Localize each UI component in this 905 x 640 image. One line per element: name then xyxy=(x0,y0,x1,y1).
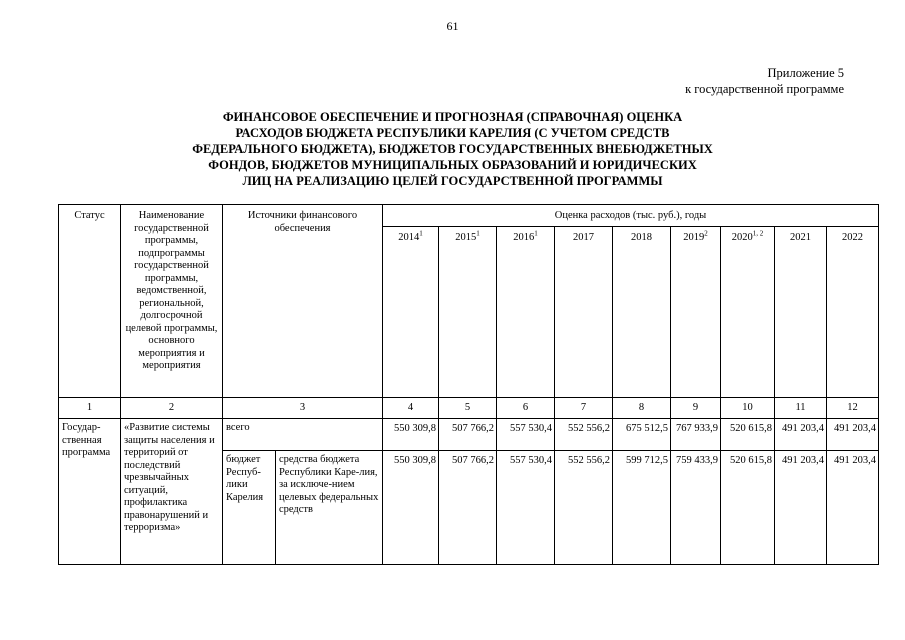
appendix-line-2: к государственной программе xyxy=(685,82,844,96)
value-cell: 520 615,8 xyxy=(721,451,775,565)
value-cell: 552 556,2 xyxy=(555,419,613,451)
title-line-5: ЛИЦ НА РЕАЛИЗАЦИЮ ЦЕЛЕЙ ГОСУДАРСТВЕННОЙ ПРОГРАММЫ xyxy=(242,174,663,188)
column-number: 9 xyxy=(671,397,721,419)
row-source-budget: бюджет Респуб-лики Карелия xyxy=(223,451,276,565)
header-year: 2020$^{1, 2}$ xyxy=(721,226,775,397)
value-cell: 599 712,5 xyxy=(613,451,671,565)
column-number: 11 xyxy=(775,397,827,419)
value-cell: 550 309,8 xyxy=(383,419,439,451)
column-number: 2 xyxy=(121,397,223,419)
column-number: 8 xyxy=(613,397,671,419)
column-number: 10 xyxy=(721,397,775,419)
column-number: 1 xyxy=(59,397,121,419)
header-year: 2015$^1$ xyxy=(439,226,497,397)
title-line-1: ФИНАНСОВОЕ ОБЕСПЕЧЕНИЕ И ПРОГНОЗНАЯ (СПРАВОЧНАЯ) ОЦЕНКА xyxy=(222,110,683,124)
header-year: 2019$^2$ xyxy=(671,226,721,397)
value-cell: 491 203,4 xyxy=(775,419,827,451)
appendix-note xyxy=(685,65,844,97)
document-title xyxy=(0,109,905,189)
value-cell: 507 766,2 xyxy=(439,451,497,565)
value-cell: 767 933,9 xyxy=(671,419,721,451)
value-cell: 759 433,9 xyxy=(671,451,721,565)
value-cell: 491 203,4 xyxy=(775,451,827,565)
title-line-2: РАСХОДОВ БЮДЖЕТА РЕСПУБЛИКИ КАРЕЛИЯ (С УЧЕТОМ СРЕДСТВ xyxy=(235,126,670,140)
value-cell: 507 766,2 xyxy=(439,419,497,451)
page-number: 61 xyxy=(446,19,459,33)
header-year: 2014$^1$ xyxy=(383,226,439,397)
row-status: Государ-ственная программа xyxy=(59,419,121,565)
header-name: Наименование государственной программы, подпрограммы государственной программы, ведомственной, региональной, долгосрочной целевой программы, основного мероприятия и мероприятия xyxy=(121,205,223,398)
column-number: 12 xyxy=(827,397,879,419)
value-cell: 557 530,4 xyxy=(497,451,555,565)
header-year: 2017 xyxy=(555,226,613,397)
finance-table xyxy=(58,204,879,565)
column-number: 4 xyxy=(383,397,439,419)
header-year: 2016$^1$ xyxy=(497,226,555,397)
header-year: 2021 xyxy=(775,226,827,397)
column-number: 7 xyxy=(555,397,613,419)
row-source-total: всего xyxy=(223,419,383,451)
value-cell: 552 556,2 xyxy=(555,451,613,565)
column-number: 5 xyxy=(439,397,497,419)
header-estimate: Оценка расходов (тыс. руб.), годы xyxy=(383,205,879,227)
row-source-detail: средства бюджета Республики Каре-лия, за исключе-нием целевых федеральных средств xyxy=(276,451,383,565)
value-cell: 520 615,8 xyxy=(721,419,775,451)
header-year: 2022 xyxy=(827,226,879,397)
value-cell: 675 512,5 xyxy=(613,419,671,451)
column-number: 3 xyxy=(223,397,383,419)
appendix-line-1: Приложение 5 xyxy=(767,66,844,80)
header-status: Статус xyxy=(59,205,121,398)
header-year: 2018 xyxy=(613,226,671,397)
value-cell: 491 203,4 xyxy=(827,419,879,451)
header-sources: Источники финансового обеспечения xyxy=(223,205,383,398)
row-program-name: «Развитие системы защиты населения и территорий от последствий чрезвычайных ситуаций, профилактика правонарушений и терроризма» xyxy=(121,419,223,565)
title-line-3: ФЕДЕРАЛЬНОГО БЮДЖЕТА), БЮДЖЕТОВ ГОСУДАРСТВЕННЫХ ВНЕБЮДЖЕТНЫХ xyxy=(192,142,713,156)
value-cell: 557 530,4 xyxy=(497,419,555,451)
value-cell: 550 309,8 xyxy=(383,451,439,565)
column-number: 6 xyxy=(497,397,555,419)
value-cell: 491 203,4 xyxy=(827,451,879,565)
title-line-4: ФОНДОВ, БЮДЖЕТОВ МУНИЦИПАЛЬНЫХ ОБРАЗОВАНИЙ И ЮРИДИЧЕСКИХ xyxy=(208,158,697,172)
